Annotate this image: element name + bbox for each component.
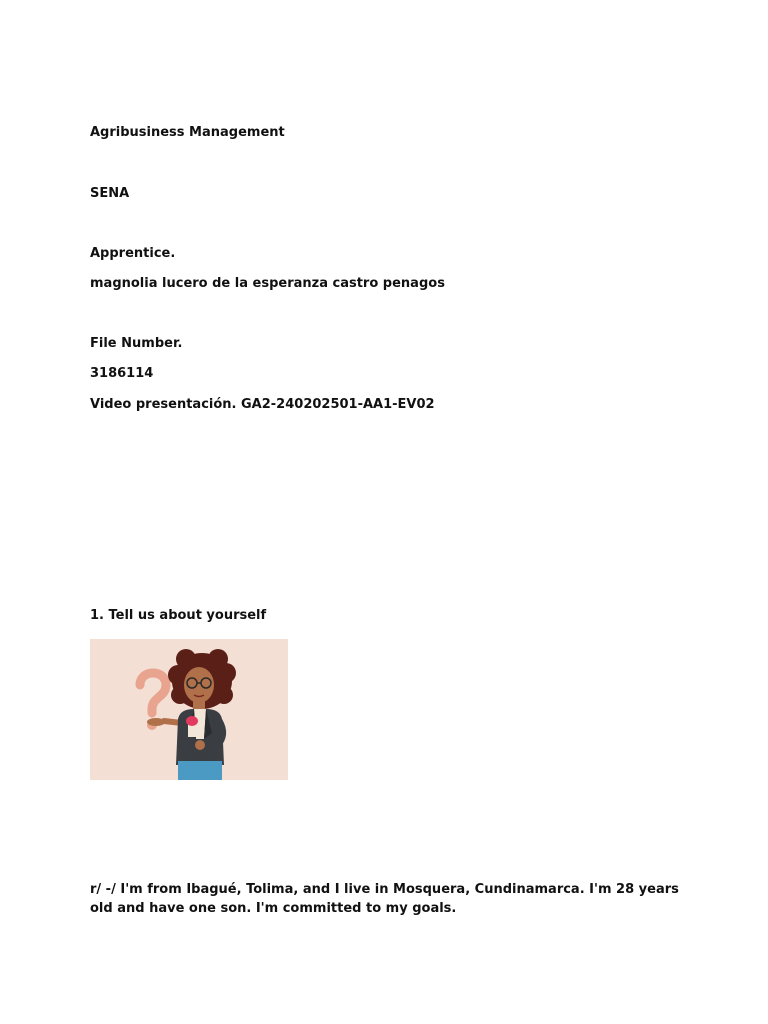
answer-paragraph: r/ -/ I'm from Ibagué, Tolima, and I live in Mosquera, Cundinamarca. I'm 28 years old and have one son. I'm committed to my goals. xyxy=(90,882,679,916)
file-number-label: File Number. xyxy=(90,336,183,351)
institution-name: SENA xyxy=(90,186,130,201)
apprentice-label: Apprentice. xyxy=(90,246,176,261)
file-number-value: 3186114 xyxy=(90,366,154,381)
program-title: Agribusiness Management xyxy=(90,125,285,140)
woman-with-question-mark-icon xyxy=(90,639,288,780)
apprentice-name: magnolia lucero de la esperanza castro penagos xyxy=(90,276,445,291)
activity-title: Video presentación. GA2-240202501-AA1-EV02 xyxy=(90,397,435,412)
question-heading: 1. Tell us about yourself xyxy=(90,608,267,623)
